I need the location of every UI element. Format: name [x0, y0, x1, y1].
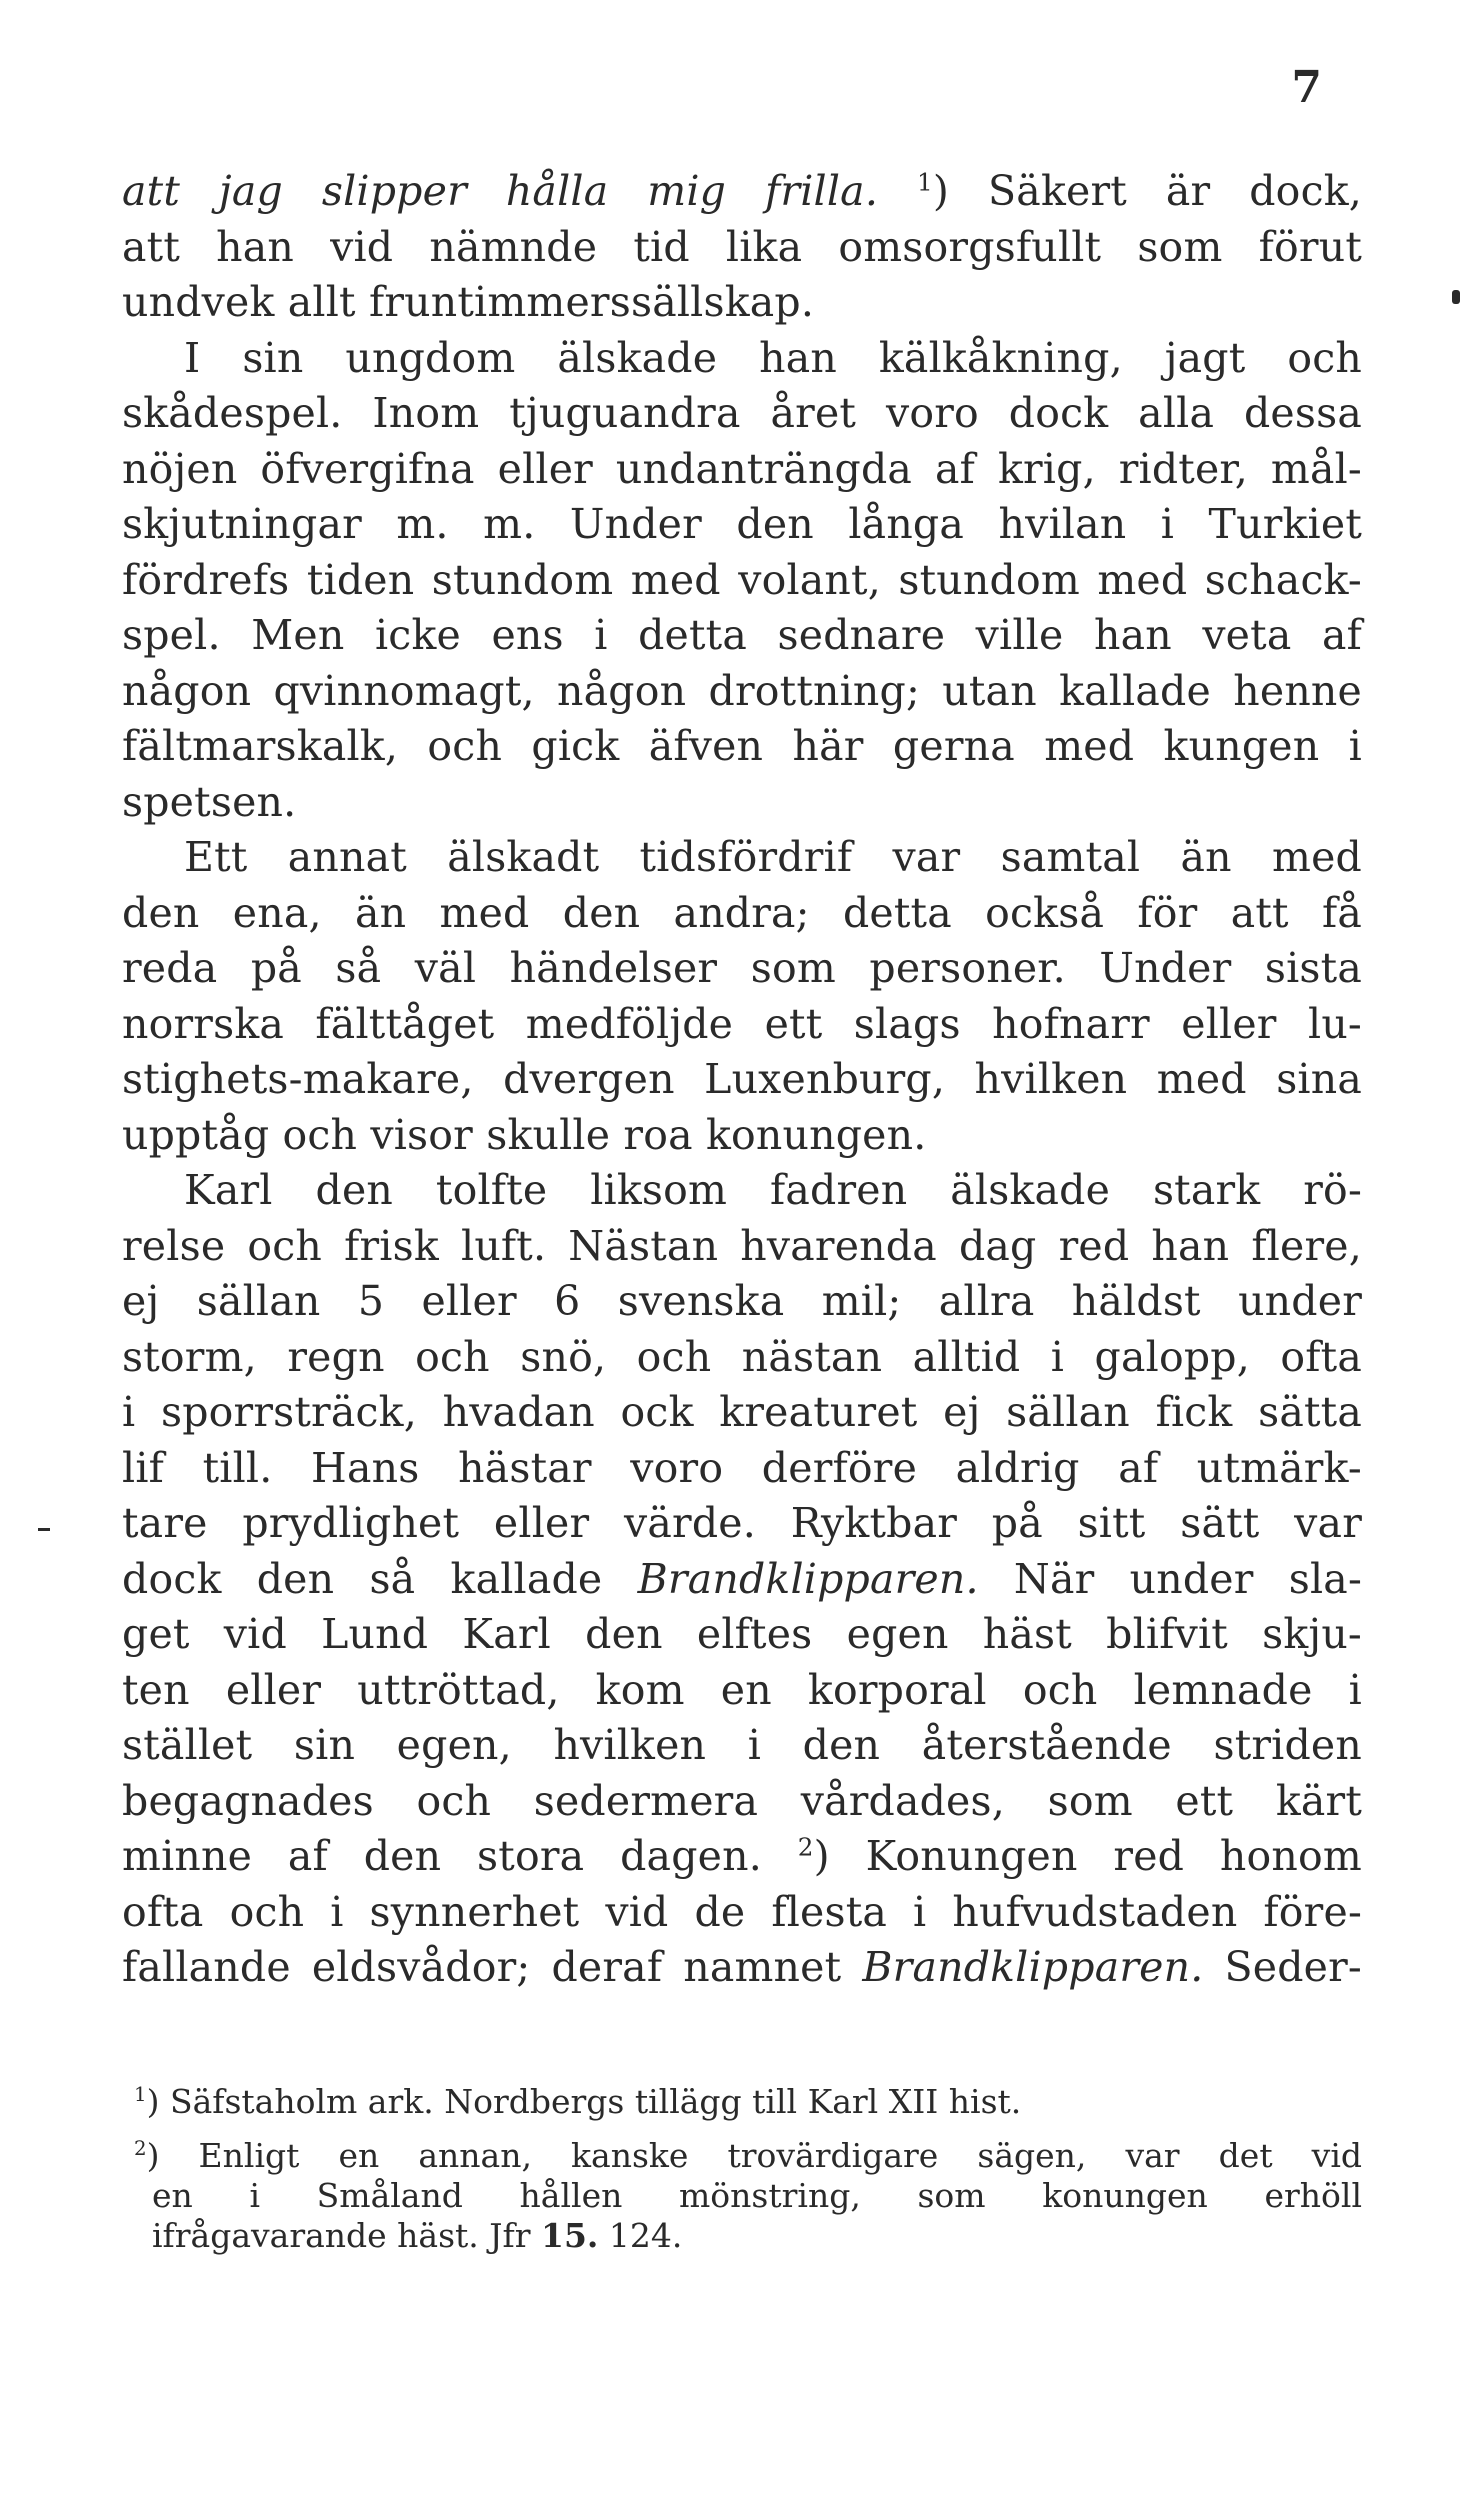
text-line	[122, 997, 1362, 1053]
footnote-2	[122, 2136, 1362, 2256]
text-line	[122, 1496, 1362, 1552]
text-segment: get vid Lund Karl den elftes egen häst blifvit skju-	[122, 1610, 1362, 1658]
text-line	[122, 886, 1362, 942]
text-segment: Brandklipparen.	[862, 1943, 1204, 1991]
text-segment: ofta och i synnerhet vid de flesta i hufvudstaden före-	[122, 1887, 1362, 1936]
text-line	[122, 497, 1362, 553]
text-segment: en i Småland hållen mönstring, som konungen erhöll	[152, 2176, 1362, 2215]
text-line	[122, 1052, 1362, 1108]
text-segment: den ena, än med den andra; detta också för att få	[122, 888, 1362, 937]
footnote-line	[122, 2216, 1362, 2256]
text-line	[122, 331, 1362, 387]
text-line	[122, 608, 1362, 664]
text-segment: norrska fälttåget medföljde ett slags hofnarr eller lu-	[122, 999, 1362, 1048]
text-segment: upptåg och visor skulle roa konungen.	[122, 1110, 927, 1159]
text-line	[122, 220, 1362, 276]
footnote-line	[122, 2136, 1362, 2176]
text-segment: ) Säfstaholm ark. Nordbergs tillägg till Karl XII hist.	[146, 2082, 1022, 2121]
text-line	[122, 941, 1362, 997]
text-segment: stighets-makare, dvergen Luxenburg, hvilken med sina	[122, 1055, 1362, 1103]
text-line	[122, 1774, 1362, 1830]
text-segment: ) Enligt en annan, kanske trovärdigare sägen, var det vid	[146, 2136, 1362, 2175]
text-segment	[878, 167, 917, 215]
text-segment: reda på så väl händelser som personer. Under sista	[122, 944, 1362, 992]
text-segment: Karl den tolfte liksom fadren älskade stark rö-	[184, 1166, 1362, 1214]
text-line	[122, 1552, 1362, 1608]
text-segment: skådespel. Inom tjuguandra året voro dock alla dessa	[122, 389, 1362, 437]
text-segment: dock den så kallade	[122, 1554, 638, 1603]
text-segment: fältmarskalk, och gick äfven här gerna med kungen i	[122, 722, 1362, 770]
text-segment: tare prydlighet eller värde. Ryktbar på sitt sätt var	[122, 1499, 1362, 1547]
text-segment: begagnades och sedermera vårdades, som ett kärt	[122, 1776, 1362, 1825]
text-line	[122, 1163, 1362, 1219]
footnote-marker: 1	[134, 2083, 147, 2106]
text-segment: lif till. Hans hästar voro derföre aldrig af utmärk-	[122, 1443, 1362, 1492]
text-line	[122, 1940, 1362, 1996]
text-line	[122, 553, 1362, 609]
text-segment: ifrågavarande häst. Jfr	[152, 2216, 541, 2255]
text-line	[122, 1385, 1362, 1441]
text-segment: fördrefs tiden stundom med volant, stundom med schack-	[122, 555, 1362, 604]
footnotes	[122, 2082, 1362, 2256]
text-segment: ) Konungen red honom	[813, 1832, 1362, 1880]
text-line	[122, 1829, 1362, 1885]
footnote-marker: 1	[917, 167, 933, 197]
text-segment: relse och frisk luft. Nästan hvarenda dag red han flere,	[122, 1221, 1362, 1270]
text-line	[122, 1274, 1362, 1330]
text-segment: spel. Men icke ens i detta sednare ville han veta af	[122, 611, 1362, 659]
text-segment: Seder-	[1203, 1943, 1362, 1991]
text-line	[122, 1108, 1362, 1164]
text-line	[122, 1330, 1362, 1386]
text-line	[122, 1441, 1362, 1497]
text-segment: ej sällan 5 eller 6 svenska mil; allra häldst under	[122, 1277, 1362, 1325]
text-segment: att han vid nämnde tid lika omsorgsfullt som förut	[122, 222, 1362, 271]
text-line	[122, 386, 1362, 442]
text-segment: undvek allt fruntimmerssällskap.	[122, 278, 815, 326]
text-line	[122, 164, 1362, 220]
margin-dash	[38, 1528, 50, 1531]
text-line	[122, 775, 1362, 831]
text-segment: När under sla-	[978, 1554, 1363, 1603]
text-line	[122, 664, 1362, 720]
text-line	[122, 830, 1362, 886]
footnote-line	[122, 2082, 1362, 2122]
text-segment: Brandklipparen.	[637, 1554, 979, 1603]
text-line	[122, 719, 1362, 775]
text-segment: 15.	[541, 2216, 599, 2255]
footnote-marker: 2	[134, 2137, 147, 2160]
body-text	[122, 164, 1362, 1996]
page-number: 7	[1291, 62, 1322, 113]
footnote-1	[122, 2082, 1362, 2122]
text-line	[122, 1607, 1362, 1663]
text-segment: 124.	[598, 2216, 683, 2255]
text-line	[122, 1663, 1362, 1719]
text-segment: i sporrsträck, hvadan ock kreaturet ej sällan fick sätta	[122, 1388, 1362, 1436]
text-segment: storm, regn och snö, och nästan alltid i galopp, ofta	[122, 1332, 1362, 1381]
footnote-marker: 2	[797, 1832, 814, 1862]
text-segment: minne af den stora dagen.	[122, 1832, 798, 1880]
text-segment: fallande eldsvådor; deraf namnet	[122, 1943, 863, 1991]
footnote-line	[122, 2176, 1362, 2216]
text-segment: stället sin egen, hvilken i den återstående striden	[122, 1721, 1362, 1769]
text-segment: någon qvinnomagt, någon drottning; utan kallade henne	[122, 666, 1362, 715]
text-segment: ) Säkert är dock,	[932, 167, 1363, 215]
margin-dot	[1452, 290, 1460, 304]
text-segment: skjutningar m. m. Under den långa hvilan i Turkiet	[122, 500, 1362, 548]
text-segment: spetsen.	[122, 777, 297, 826]
text-segment: nöjen öfvergifna eller undanträngda af krig, ridter, mål-	[122, 444, 1362, 493]
text-line	[122, 442, 1362, 498]
text-segment: I sin ungdom älskade han kälkåkning, jagt och	[184, 333, 1362, 382]
text-line	[122, 1885, 1362, 1941]
text-line	[122, 275, 1362, 331]
text-line	[122, 1219, 1362, 1275]
text-segment: ten eller uttröttad, kom en korporal och lemnade i	[122, 1665, 1362, 1714]
text-segment: Ett annat älskadt tidsfördrif var samtal än med	[184, 833, 1362, 881]
text-line	[122, 1718, 1362, 1774]
text-segment: att jag slipper hålla mig frilla.	[122, 167, 879, 215]
